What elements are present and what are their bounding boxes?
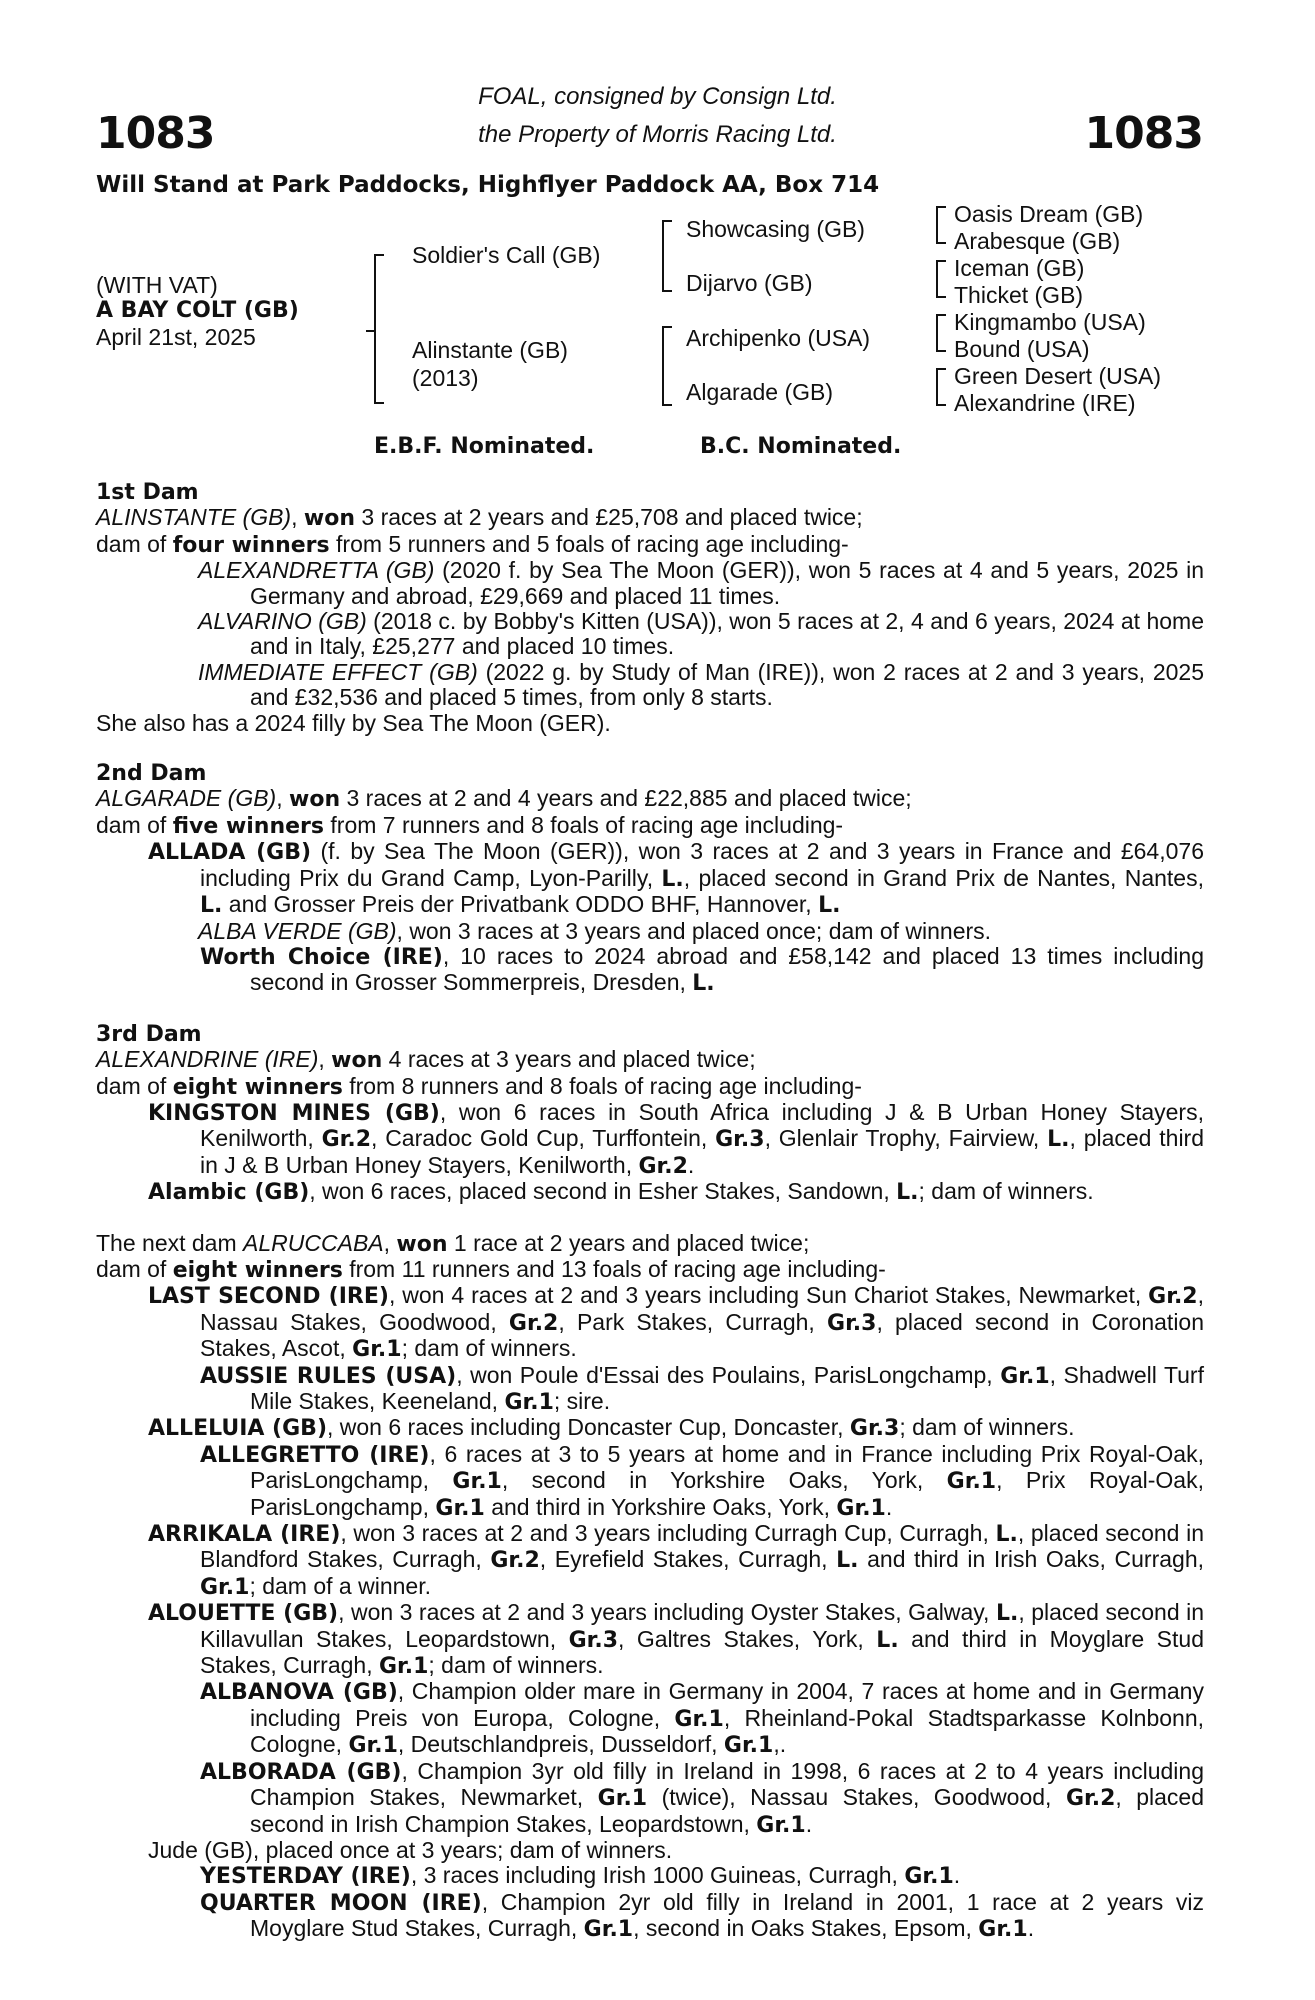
text: from 5 runners and 5 foals of racing age including- <box>329 530 849 557</box>
spacer <box>96 1206 1204 1231</box>
offspring-entry: Jude (GB), placed once at 3 years; dam of winners. <box>148 1836 673 1863</box>
offspring-record: (2018 c. by Bobby's Kitten (USA)), won 5 races at 2, 4 and 6 years, 2024 at home and in Italy, £25,277 and placed 10 times. <box>250 608 1204 660</box>
grand-offspring-entry <box>96 1759 1204 1838</box>
text: ; dam of winners. <box>899 1414 1075 1441</box>
offspring-name: AUSSIE RULES (USA) <box>200 1363 457 1389</box>
dam-name: ALRUCCABA <box>243 1229 384 1256</box>
sss: Oasis Dream (GB) <box>954 201 1144 227</box>
sep: , <box>276 785 289 812</box>
third-dam-summary <box>96 1047 1204 1073</box>
second-dam-produce <box>96 813 1204 839</box>
sep: , <box>291 504 304 531</box>
dam-name: ALGARADE (GB) <box>96 785 277 812</box>
also-note: She also has a 2024 filly by Sea The Moon (GER). <box>96 709 611 736</box>
offspring-name: ALVARINO (GB) <box>198 608 367 635</box>
text: , placed second in Killavullan Stakes, Leopardstown, <box>200 1599 1205 1652</box>
text: , Champion 3yr old filly in Ireland in 1998, 6 races at 2 to 4 years including Champion Stakes, Newmarket, <box>250 1757 1204 1811</box>
text: , 10 races to 2024 abroad and £58,142 and placed 13 times including second in Grosser Sommerpreis, Dresden, <box>250 942 1204 996</box>
dam-year: (2013) <box>412 365 479 391</box>
race-record: 3 races at 2 and 4 years and £22,885 and placed twice; <box>340 785 912 812</box>
horse-name: A BAY COLT (GB) <box>96 298 299 323</box>
text: (f. by Sea The Moon (GER)), won 3 races at 2 and 3 years in France and £64,076 including Prix du Grand Camp, Lyon-Parilly, <box>200 838 1204 891</box>
dam: Alinstante (GB) <box>412 337 568 363</box>
grade: Gr.1 <box>378 1654 429 1680</box>
third-dam-heading: 3rd Dam <box>96 1021 202 1047</box>
grade: Gr.1 <box>946 1469 997 1495</box>
grade: Gr.1 <box>504 1390 554 1415</box>
text: , won 3 races at 2 and 3 years including Curragh Cup, Curragh, <box>340 1520 996 1547</box>
text: , Park Stakes, Curragh, <box>558 1308 828 1335</box>
bracket-ss-bottom <box>936 242 946 244</box>
text: , second in Yorkshire Oaks, York, <box>501 1467 947 1494</box>
foaling-date: April 21st, 2025 <box>96 324 256 350</box>
offspring-name: ALBA VERDE (GB) <box>198 917 397 944</box>
grand-offspring-entry <box>96 944 1204 997</box>
first-dam-summary <box>96 505 1204 531</box>
dam-name: ALINSTANTE (GB) <box>96 504 292 531</box>
text: and third in Irish Oaks, Curragh, <box>858 1546 1204 1573</box>
text: and Grosser Preis der Privatbank ODDO BHF, Hannover, <box>222 891 819 918</box>
sire: Soldier's Call (GB) <box>412 242 601 268</box>
grade: Gr.1 <box>756 1812 806 1838</box>
grand-offspring-entry <box>96 1890 1204 1943</box>
bracket-sd-bottom <box>936 296 946 298</box>
winners-count: five winners <box>172 813 325 839</box>
text: . <box>1027 1915 1035 1942</box>
grade: L. <box>818 893 841 919</box>
sep: , <box>383 1229 397 1256</box>
dam-name: ALEXANDRINE (IRE) <box>96 1046 319 1073</box>
text: dam of <box>96 530 173 557</box>
text: and third in Yorkshire Oaks, York, <box>484 1493 837 1520</box>
text: . <box>885 1493 893 1520</box>
offspring-name: KINGSTON MINES (GB) <box>148 1100 440 1126</box>
winners-count: eight winners <box>172 1074 343 1100</box>
dam-dam: Algarade (GB) <box>686 379 834 405</box>
dsd: Bound (USA) <box>954 336 1090 362</box>
grade: Gr.2 <box>1065 1786 1116 1812</box>
offspring-name: ALLELUIA (GB) <box>148 1416 327 1442</box>
grade: Gr.1 <box>674 1706 724 1732</box>
text: ; sire. <box>553 1388 611 1414</box>
grade: Gr.3 <box>827 1310 877 1336</box>
text: , second in Oaks Stakes, Epsom, <box>633 1915 979 1942</box>
grade: Gr.2 <box>1148 1284 1198 1310</box>
text: ; dam of winners. <box>428 1652 604 1679</box>
offspring-record: , won 3 races at 3 years and placed once; dam of winners. <box>396 917 992 944</box>
consignment-line-2: the Property of Morris Racing Ltd. <box>478 121 837 148</box>
text: , won 6 races, placed second in Esher Stakes, Sandown, <box>309 1178 897 1205</box>
text: (twice), Nassau Stakes, Goodwood, <box>647 1784 1066 1811</box>
offspring-entry <box>96 1283 1204 1362</box>
text: , Rheinland-Pokal Stadtsparkasse Kolnbonn, Cologne, <box>250 1704 1204 1758</box>
bracket-sire <box>662 220 664 292</box>
grade: L. <box>836 1548 859 1574</box>
grade: Gr.1 <box>597 1786 648 1812</box>
grade: L. <box>876 1627 899 1653</box>
bracket-ds <box>936 314 938 352</box>
offspring-entry <box>96 1100 1204 1179</box>
sds: Iceman (GB) <box>954 255 1085 281</box>
offspring-name: YESTERDAY (IRE) <box>200 1864 411 1890</box>
text: The next dam <box>96 1229 244 1256</box>
grade: Gr.1 <box>723 1733 774 1759</box>
lot-number-left: 1083 <box>96 108 215 159</box>
grand-offspring-entry <box>96 1679 1204 1758</box>
bracket-sire-top <box>662 220 672 222</box>
text: , placed second in Coronation Stakes, Ascot, <box>200 1308 1205 1362</box>
grade: Gr.1 <box>452 1469 502 1495</box>
grade: Gr.1 <box>978 1917 1028 1943</box>
grade: Gr.2 <box>508 1310 559 1336</box>
produce-record <box>96 480 1204 1943</box>
text: , placed second in Grand Prix de Nantes, Nantes, <box>683 864 1204 891</box>
grade: L. <box>200 893 223 919</box>
bc-nominated: B.C. Nominated. <box>700 434 902 459</box>
text: , Champion 2yr old filly in Ireland in 2001, 1 race at 2 years viz Moyglare Stud Stakes, Curragh, <box>250 1888 1204 1942</box>
grade: Gr.1 <box>435 1495 485 1521</box>
winners-count: eight winners <box>172 1257 343 1283</box>
bracket-ss-top <box>936 206 946 208</box>
grade: Gr.1 <box>904 1864 954 1890</box>
text: . <box>687 1151 695 1178</box>
first-dam-heading: 1st Dam <box>96 480 199 505</box>
lot-number-right: 1083 <box>1084 108 1203 159</box>
bracket-ds-top <box>936 314 946 316</box>
offspring-name: ALEXANDRETTA (GB) <box>198 557 435 584</box>
grade: Gr.2 <box>638 1153 688 1179</box>
text: , Glenlair Trophy, Fairview, <box>764 1125 1048 1152</box>
grade: Gr.1 <box>583 1917 634 1943</box>
next-dam-produce <box>96 1257 1204 1283</box>
grade: Gr.3 <box>568 1627 619 1653</box>
offspring-name: ALLEGRETTO (IRE) <box>200 1442 430 1468</box>
offspring-entry <box>96 839 1204 918</box>
won-label: won <box>396 1231 448 1257</box>
offspring-entry <box>96 1415 1204 1441</box>
bracket-gen1-bottom <box>374 402 384 404</box>
offspring-name: Worth Choice (IRE) <box>200 944 443 970</box>
text: , placed second in Blandford Stakes, Curragh, <box>200 1520 1204 1573</box>
text: from 7 runners and 8 foals of racing age including- <box>324 811 844 838</box>
text: , placed third in J & B Urban Honey Stayers, Kenilworth, <box>200 1125 1205 1178</box>
spacer <box>96 997 1204 1022</box>
text: , Eyrefield Stakes, Curragh, <box>539 1546 837 1573</box>
bracket-dd-bottom <box>936 404 946 406</box>
bracket-dam-top <box>662 326 672 328</box>
offspring-entry <box>96 1521 1204 1600</box>
bracket-dam-bottom <box>662 404 672 406</box>
stand-location: Will Stand at Park Paddocks, Highflyer Paddock AA, Box 714 <box>96 172 880 198</box>
offspring-name: ALOUETTE (GB) <box>148 1601 339 1627</box>
text: dam of <box>96 811 173 838</box>
grade: L. <box>661 866 684 892</box>
grade: Gr.1 <box>352 1337 402 1363</box>
dam-sire: Archipenko (USA) <box>686 325 871 351</box>
race-record: 1 race at 2 years and placed twice; <box>447 1229 810 1256</box>
grade: Gr.1 <box>348 1733 398 1759</box>
offspring-entry <box>96 609 1204 660</box>
offspring-name: IMMEDIATE EFFECT (GB) <box>198 658 478 685</box>
grade: Gr.2 <box>490 1548 540 1574</box>
text: , won Poule d'Essai des Poulains, ParisLongchamp, <box>456 1361 1001 1388</box>
vat-label: (WITH VAT) <box>96 272 218 298</box>
text: , Prix Royal-Oak, ParisLongchamp, <box>250 1467 1204 1520</box>
grand-offspring-entry <box>96 1863 1204 1889</box>
consignment-line-1: FOAL, consigned by Consign Ltd. <box>478 83 837 110</box>
offspring-name: Alambic (GB) <box>148 1180 310 1206</box>
bracket-gen1-mid <box>366 330 374 332</box>
text: , 6 races at 3 to 5 years at home and in France including Prix Royal-Oak, ParisLongchamp, <box>250 1440 1204 1494</box>
grade: Gr.2 <box>321 1127 372 1153</box>
text: . <box>953 1862 961 1889</box>
grade: Gr.1 <box>200 1574 250 1600</box>
dss: Kingmambo (USA) <box>954 309 1146 335</box>
grade: L. <box>995 1601 1019 1627</box>
text: , won 6 races including Doncaster Cup, Doncaster, <box>327 1414 850 1441</box>
text: from 8 runners and 8 foals of racing age including- <box>342 1072 862 1099</box>
bracket-dd <box>936 368 938 406</box>
offspring-record: (2022 g. by Study of Man (IRE)), won 2 races at 2 and 3 years, 2025 and £32,536 and placed 5 times, from only 8 starts. <box>250 658 1204 711</box>
text: , won 6 races in South Africa including J & B Urban Honey Stayers, Kenilworth, <box>200 1098 1204 1152</box>
text: , Caradoc Gold Cup, Turffontein, <box>371 1125 716 1152</box>
offspring-record: (2020 f. by Sea The Moon (GER)), won 5 races at 4 and 5 years, 2025 in Germany and abroad, £29,669 and placed 11 times. <box>250 557 1204 609</box>
race-record: 3 races at 2 years and £25,708 and placed twice; <box>355 504 863 531</box>
grand-offspring-entry <box>96 1442 1204 1521</box>
text: , Shadwell Turf Mile Stakes, Keeneland, <box>250 1361 1204 1414</box>
won-label: won <box>303 506 355 532</box>
grade: Gr.3 <box>715 1127 765 1153</box>
first-dam-produce <box>96 532 1204 558</box>
winners-count: four winners <box>172 532 330 558</box>
offspring-name: LAST SECOND (IRE) <box>148 1284 389 1310</box>
grade: L. <box>995 1522 1018 1548</box>
bracket-dam <box>662 326 664 406</box>
ddd: Alexandrine (IRE) <box>954 390 1136 416</box>
offspring-entry <box>96 1179 1204 1205</box>
bracket-gen1-top <box>374 254 384 256</box>
won-label: won <box>331 1048 383 1074</box>
next-dam-summary <box>96 1231 1204 1257</box>
bracket-ds-bottom <box>936 350 946 352</box>
grand-offspring-entry <box>96 1363 1204 1416</box>
ssd: Arabesque (GB) <box>954 228 1121 254</box>
offspring-name: ALBORADA (GB) <box>200 1759 402 1785</box>
text: dam of <box>96 1072 173 1099</box>
text: , won 4 races at 2 and 3 years including Sun Chariot Stakes, Newmarket, <box>388 1282 1149 1309</box>
sire-dam: Dijarvo (GB) <box>686 270 813 296</box>
sire-sire: Showcasing (GB) <box>686 216 865 242</box>
offspring-name: ARRIKALA (IRE) <box>148 1522 341 1548</box>
race-record: 4 races at 3 years and placed twice; <box>382 1046 756 1073</box>
grade: L. <box>692 971 715 997</box>
sdd: Thicket (GB) <box>954 282 1084 308</box>
offspring-name: ALBANOVA (GB) <box>200 1680 398 1706</box>
third-dam-produce <box>96 1074 1204 1100</box>
offspring-entry <box>96 919 1204 944</box>
text: , Deutschlandpreis, Dusseldorf, <box>397 1731 724 1758</box>
offspring-name: QUARTER MOON (IRE) <box>200 1890 482 1916</box>
ebf-nominated: E.B.F. Nominated. <box>374 434 595 459</box>
text: , placed second in Irish Champion Stakes, Leopardstown, <box>250 1784 1205 1837</box>
bracket-sd <box>936 260 938 298</box>
spacer <box>96 736 1204 761</box>
won-label: won <box>289 787 341 813</box>
text: ; dam of a winner. <box>249 1572 431 1599</box>
bracket-sd-top <box>936 260 946 262</box>
grade: Gr.3 <box>849 1416 900 1442</box>
text: ; dam of winners. <box>401 1335 577 1362</box>
dds: Green Desert (USA) <box>954 363 1162 389</box>
text: and third in Moyglare Stud Stakes, Curragh, <box>200 1625 1204 1679</box>
text: from 11 runners and 13 foals of racing age including- <box>342 1255 886 1282</box>
offspring-entry <box>96 558 1204 609</box>
bracket-gen1 <box>374 254 376 404</box>
text: . <box>805 1810 813 1837</box>
bracket-sire-bottom <box>662 290 672 292</box>
offspring-entry <box>96 1600 1204 1679</box>
text: , Galtres Stakes, York, <box>618 1625 877 1652</box>
text: dam of <box>96 1255 173 1282</box>
offspring-name: ALLADA (GB) <box>148 840 312 866</box>
bracket-dd-top <box>936 368 946 370</box>
grade: L. <box>896 1180 919 1206</box>
grade: L. <box>1047 1127 1070 1153</box>
text: ; dam of winners. <box>918 1178 1094 1205</box>
second-dam-heading: 2nd Dam <box>96 761 207 787</box>
bracket-ss <box>936 206 938 244</box>
sep: , <box>318 1046 332 1073</box>
text: , won 3 races at 2 and 3 years including Oyster Stakes, Galway, <box>338 1599 996 1626</box>
grade: Gr.1 <box>1000 1363 1050 1389</box>
second-dam-summary <box>96 786 1204 812</box>
text: , 3 races including Irish 1000 Guineas, Curragh, <box>410 1862 905 1889</box>
text: , Champion older mare in Germany in 2004, 7 races at home and in Germany including Preis von Europa, Cologne, <box>250 1678 1204 1731</box>
text: ,. <box>773 1731 787 1758</box>
grade: Gr.1 <box>836 1495 886 1521</box>
text: , Nassau Stakes, Goodwood, <box>200 1282 1204 1335</box>
offspring-entry <box>96 660 1204 711</box>
